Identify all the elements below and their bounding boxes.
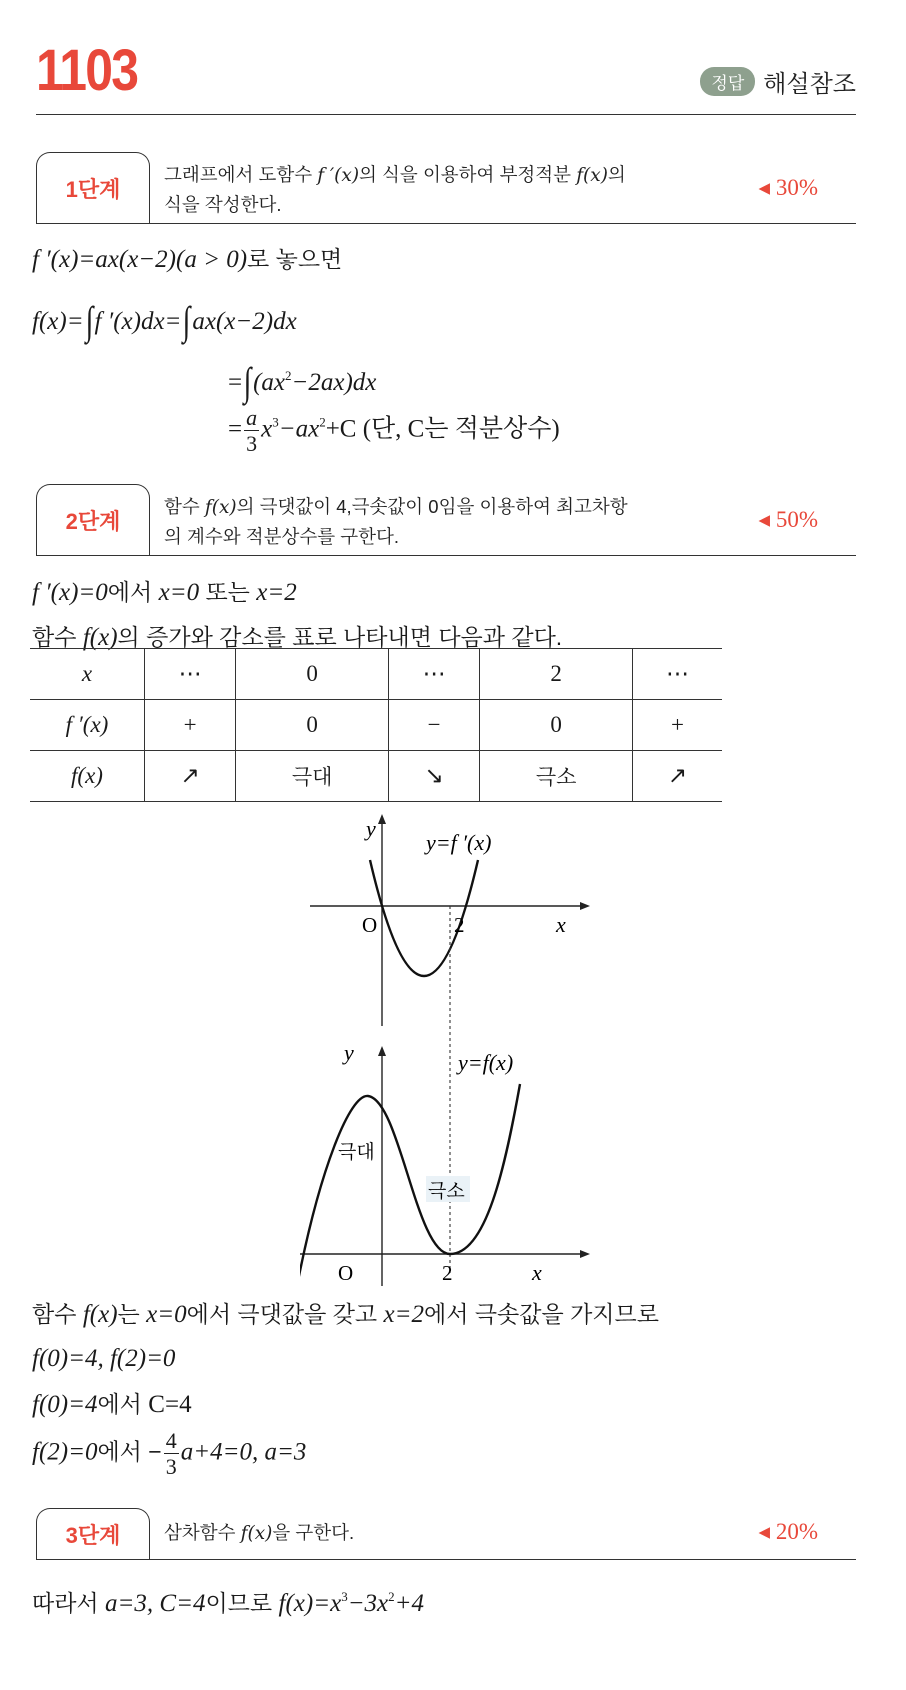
top-two-label: 2 xyxy=(454,913,465,937)
top-y-label: y xyxy=(366,816,376,841)
problem-number: 1103 xyxy=(36,38,138,103)
sign-table xyxy=(30,648,722,802)
bottom-origin-label: O xyxy=(338,1261,354,1285)
top-x-label: x xyxy=(556,912,566,937)
step-2-description: 함수 f(x)의 극댓값이 4,극솟값이 0임을 이용하여 최고차항 의 계수와 적분상수를 구한다. xyxy=(164,496,628,547)
bottom-two-label: 2 xyxy=(442,1261,453,1285)
line-7: 함수 f(x)는 x=0에서 극댓값을 갖고 x=2에서 극솟값을 가지므로 xyxy=(32,1301,659,1328)
line-11: 따라서 a=3, C=4이므로 $f(x)=x^3-3x^2+4$ xyxy=(32,1589,425,1617)
line-9: f(0)=4에서 C=4 xyxy=(32,1391,192,1418)
step-1-percent: ◂ 30% xyxy=(758,175,818,200)
step-1-description: 그래프에서 도함수 f ′(x)의 식을 이용하여 부정적분 f(x)의 식을 작성한다. xyxy=(164,164,626,215)
min-label: 극소 xyxy=(428,1181,465,1202)
line-5: f ′(x)=0에서 x=0 또는 x=2 xyxy=(32,579,297,606)
bottom-curve-f xyxy=(300,1084,520,1286)
top-origin-label: O xyxy=(362,913,378,937)
step-3-label: 3단계 xyxy=(36,1508,150,1559)
line-3: $=\int(ax^2-2ax)dx$ xyxy=(228,359,377,404)
answer-reference xyxy=(700,64,856,99)
answer-text: 해설참조 xyxy=(763,71,856,98)
line-4: = $\frac{a}{3}$ $x^3-ax^2+C$ (단, C는 적분상수) xyxy=(228,405,560,456)
line-10: f(2)=0에서 − $\frac{4}{3}$ a+4=0, a=3 xyxy=(32,1428,307,1479)
step-3-description: 삼차함수 f(x)을 구한다. xyxy=(164,1522,355,1544)
step-3-box xyxy=(36,1508,856,1560)
line-1: f ′(x)=ax(x−2)(a > 0)로 놓으면 xyxy=(32,246,343,273)
answer-badge: 정답 xyxy=(700,67,755,96)
step-2-label: 2단계 xyxy=(36,484,150,555)
table-row: x ⋯ 0 ⋯ 2 ⋯ xyxy=(30,649,722,700)
graphs xyxy=(300,808,600,1328)
line-2: f(x)=∫f ′(x)dx=∫ax(x−2)dx xyxy=(32,298,297,343)
bottom-curve-label: y=f(x) xyxy=(458,1050,514,1075)
table-row: f ′(x) + 0 − 0 + xyxy=(30,700,722,751)
step-1-label: 1단계 xyxy=(36,152,150,223)
table-row: f(x) ↗ 극대 ↘ 극소 ↗ xyxy=(30,751,722,802)
top-curve-label: y=f ′(x) xyxy=(426,830,492,855)
step-2-percent: ◂ 50% xyxy=(758,507,818,532)
step-3-percent: ◂ 20% xyxy=(758,1519,818,1544)
step-2-box xyxy=(36,484,856,556)
bottom-x-label: x xyxy=(532,1260,542,1285)
line-6: 함수 f(x)의 증가와 감소를 표로 나타내면 다음과 같다. xyxy=(32,624,563,651)
line-8: f(0)=4, f(2)=0 xyxy=(32,1345,176,1372)
bottom-y-label: y xyxy=(344,1040,354,1065)
header-divider xyxy=(36,114,856,115)
max-label: 극대 xyxy=(338,1142,375,1163)
step-1-box xyxy=(36,152,856,224)
